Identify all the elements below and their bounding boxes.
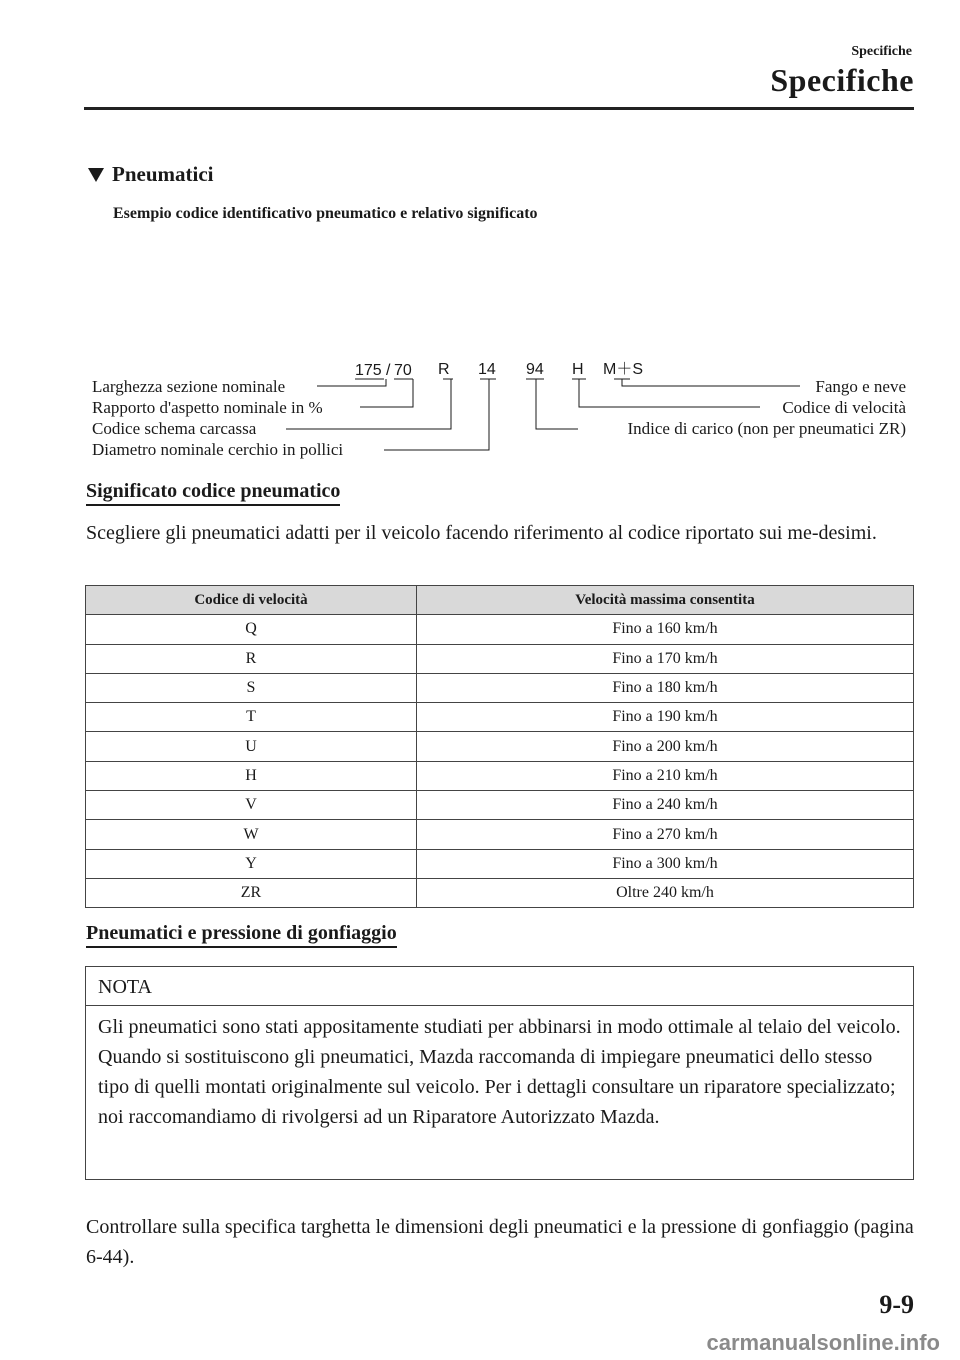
table-row	[86, 761, 914, 790]
label-rim-diameter: Diametro nominale cerchio in pollici	[92, 440, 344, 459]
speed-code-cell: V	[86, 791, 417, 820]
note-paragraph: Quando si sostituiscono gli pneumatici, Mazda raccomanda di impiegare pneumatici dello stesso tipo di quelli montati originalmente sul veicolo. Per i dettagli consultare un riparatore specializzato; noi raccomandiamo di rivolgersi ad un Riparatore Autorizzato Mazda.	[98, 1046, 896, 1128]
table-header-cell: Velocità massima consentita	[417, 586, 914, 615]
speed-code-cell: ZR	[86, 878, 417, 907]
table-header-cell: Codice di velocità	[86, 586, 417, 615]
example-caption: Esempio codice identificativo pneumatico e relativo significato	[113, 205, 538, 222]
max-speed-cell: Fino a 180 km/h	[417, 673, 914, 702]
label-aspect-ratio: Rapporto d'aspetto nominale in %	[92, 398, 323, 417]
max-speed-cell: Fino a 300 km/h	[417, 849, 914, 878]
speed-code-cell: R	[86, 644, 417, 673]
max-speed-cell: Fino a 160 km/h	[417, 615, 914, 644]
max-speed-cell: Fino a 270 km/h	[417, 820, 914, 849]
note-box	[85, 966, 914, 1180]
tire-code-diagram	[0, 350, 960, 470]
table-row	[86, 878, 914, 907]
code-slash: /	[386, 362, 391, 379]
pressure-heading: Pneumatici e pressione di gonfiaggio	[86, 922, 397, 948]
max-speed-cell: Fino a 190 km/h	[417, 703, 914, 732]
code-mud-snow: M＋S	[603, 361, 644, 378]
note-body	[86, 1006, 913, 1132]
speed-code-cell: H	[86, 761, 417, 790]
note-paragraph: Gli pneumatici sono stati appositamente studiati per abbinarsi in modo ottimale al telaio del veicolo.	[98, 1016, 901, 1038]
max-speed-cell: Fino a 170 km/h	[417, 644, 914, 673]
triangle-down-icon	[88, 168, 104, 182]
watermark: carmanualsonline.info	[706, 1330, 940, 1355]
section-heading	[88, 162, 213, 187]
note-title: NOTA	[86, 967, 913, 1006]
max-speed-cell: Fino a 240 km/h	[417, 791, 914, 820]
label-speed-code: Codice di velocità	[782, 398, 906, 417]
meaning-paragraph: Scegliere gli pneumatici adatti per il veicolo facendo riferimento al codice riportato sui me-desimi.	[86, 522, 877, 544]
table-row	[86, 615, 914, 644]
speed-code-cell: Y	[86, 849, 417, 878]
section-small-title: Specifiche	[851, 44, 912, 59]
label-mud-snow: Fango e neve	[815, 377, 906, 396]
page-number: 9-9	[879, 1290, 914, 1319]
code-aspect: 70	[394, 362, 412, 379]
code-rim: 14	[478, 361, 496, 378]
max-speed-cell: Oltre 240 km/h	[417, 878, 914, 907]
table-row	[86, 820, 914, 849]
pressure-paragraph: Controllare sulla specifica targhetta le dimensioni degli pneumatici e la pressione di gonfiaggio (pagina 6-44).	[86, 1216, 914, 1268]
speed-code-cell: Q	[86, 615, 417, 644]
max-speed-cell: Fino a 210 km/h	[417, 761, 914, 790]
label-construction: Codice schema carcassa	[92, 419, 257, 438]
table-row	[86, 849, 914, 878]
speed-code-cell: U	[86, 732, 417, 761]
label-load-index: Indice di carico (non per pneumatici ZR)	[627, 419, 906, 438]
speed-code-cell: S	[86, 673, 417, 702]
speed-code-cell: T	[86, 703, 417, 732]
code-load: 94	[526, 361, 544, 378]
code-speed: H	[572, 361, 584, 378]
table-row	[86, 673, 914, 702]
section-big-title: Specifiche	[770, 62, 914, 98]
table-row	[86, 703, 914, 732]
label-section-width: Larghezza sezione nominale	[92, 377, 286, 396]
table-row	[86, 791, 914, 820]
max-speed-cell: Fino a 200 km/h	[417, 732, 914, 761]
code-width: 175	[355, 362, 382, 379]
table-row	[86, 644, 914, 673]
section-heading-text: Pneumatici	[112, 162, 214, 186]
meaning-heading: Significato codice pneumatico	[86, 480, 340, 506]
speed-code-table	[85, 585, 914, 908]
speed-code-cell: W	[86, 820, 417, 849]
header-rule	[84, 107, 914, 110]
table-header-row	[86, 586, 914, 615]
table-row	[86, 732, 914, 761]
code-construction: R	[438, 361, 450, 378]
